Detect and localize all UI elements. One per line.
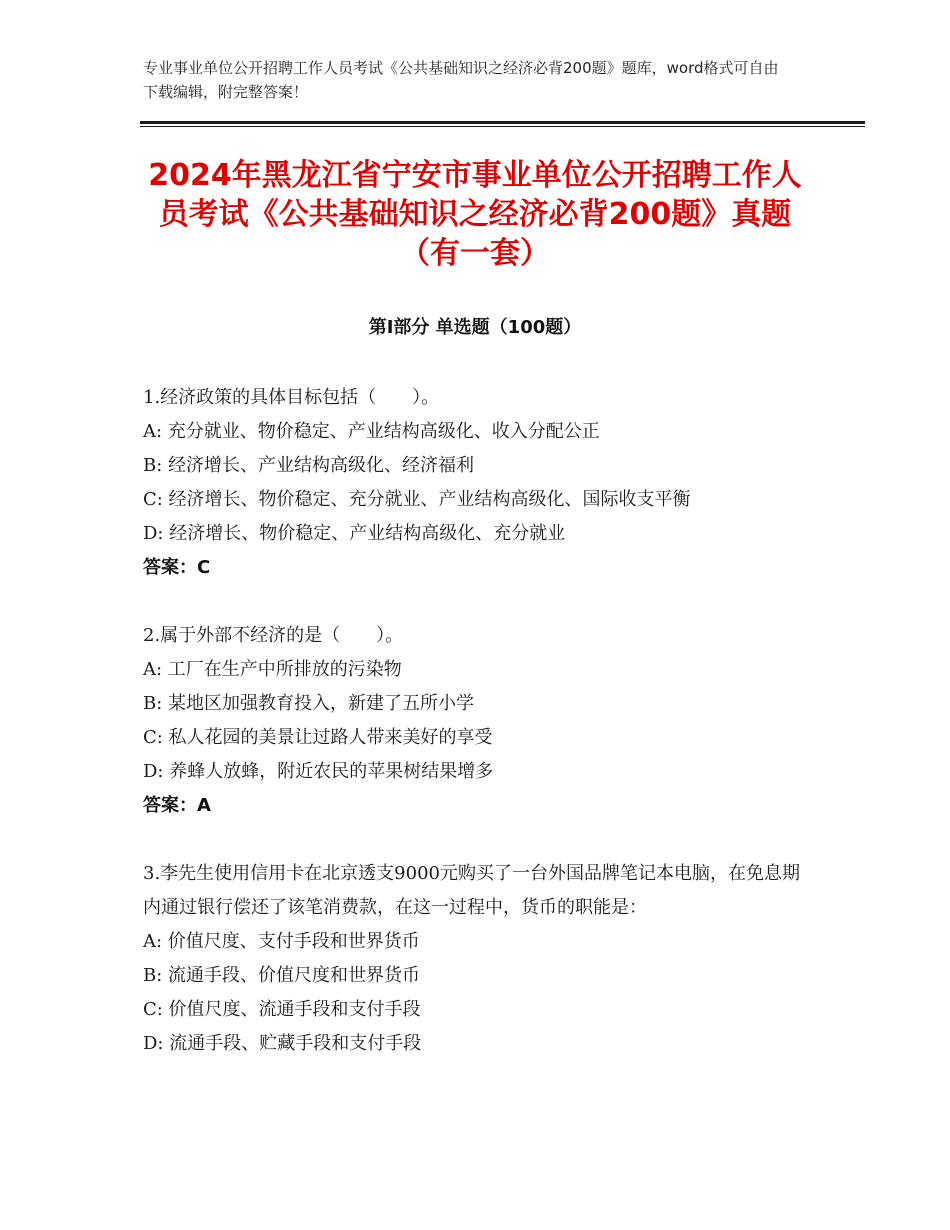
option-d: D: 经济增长、物价稳定、产业结构高级化、充分就业	[143, 523, 566, 544]
section-title: 第I部分 单选题（100题）	[368, 317, 582, 338]
option-c: C: 价值尺度、流通手段和支付手段	[143, 999, 421, 1020]
option-d: D: 养蜂人放蜂，附近农民的苹果树结果增多	[143, 761, 494, 782]
header-rule-thin	[140, 126, 865, 127]
option-c: C: 经济增长、物价稳定、充分就业、产业结构高级化、国际收支平衡	[143, 489, 691, 510]
option-a: A: 充分就业、物价稳定、产业结构高级化、收入分配公正	[143, 421, 600, 442]
answer: 答案：C	[143, 557, 211, 578]
option-a: A: 价值尺度、支付手段和世界货币	[143, 931, 420, 952]
option-b: B: 某地区加强教育投入，新建了五所小学	[143, 693, 475, 714]
question-2	[143, 619, 813, 823]
option-c: C: 私人花园的美景让过路人带来美好的享受	[143, 727, 493, 748]
question-1	[143, 381, 813, 585]
header-note: 专业事业单位公开招聘工作人员考试《公共基础知识之经济必背200题》题库，word格式可自由下载编辑，附完整答案！	[143, 59, 779, 101]
option-b: B: 流通手段、价值尺度和世界货币	[143, 965, 421, 986]
option-b: B: 经济增长、产业结构高级化、经济福利	[143, 455, 475, 476]
question-stem: 2.属于外部不经济的是（ ）。	[143, 625, 404, 646]
answer: 答案：A	[143, 795, 211, 816]
option-d: D: 流通手段、贮藏手段和支付手段	[143, 1033, 422, 1054]
document-title: 2024年黑龙江省宁安市事业单位公开招聘工作人员考试《公共基础知识之经济必背200题》真题（有一套）	[148, 158, 802, 271]
question-3	[143, 857, 813, 1061]
option-a: A: 工厂在生产中所排放的污染物	[143, 659, 402, 680]
question-list	[143, 381, 813, 1095]
question-stem: 3.李先生使用信用卡在北京透支9000元购买了一台外国品牌笔记本电脑，在免息期内通过银行偿还了该笔消费款，在这一过程中，货币的职能是：	[143, 863, 800, 918]
question-stem: 1.经济政策的具体目标包括（ ）。	[143, 387, 440, 408]
header-rule-thick	[140, 121, 865, 124]
